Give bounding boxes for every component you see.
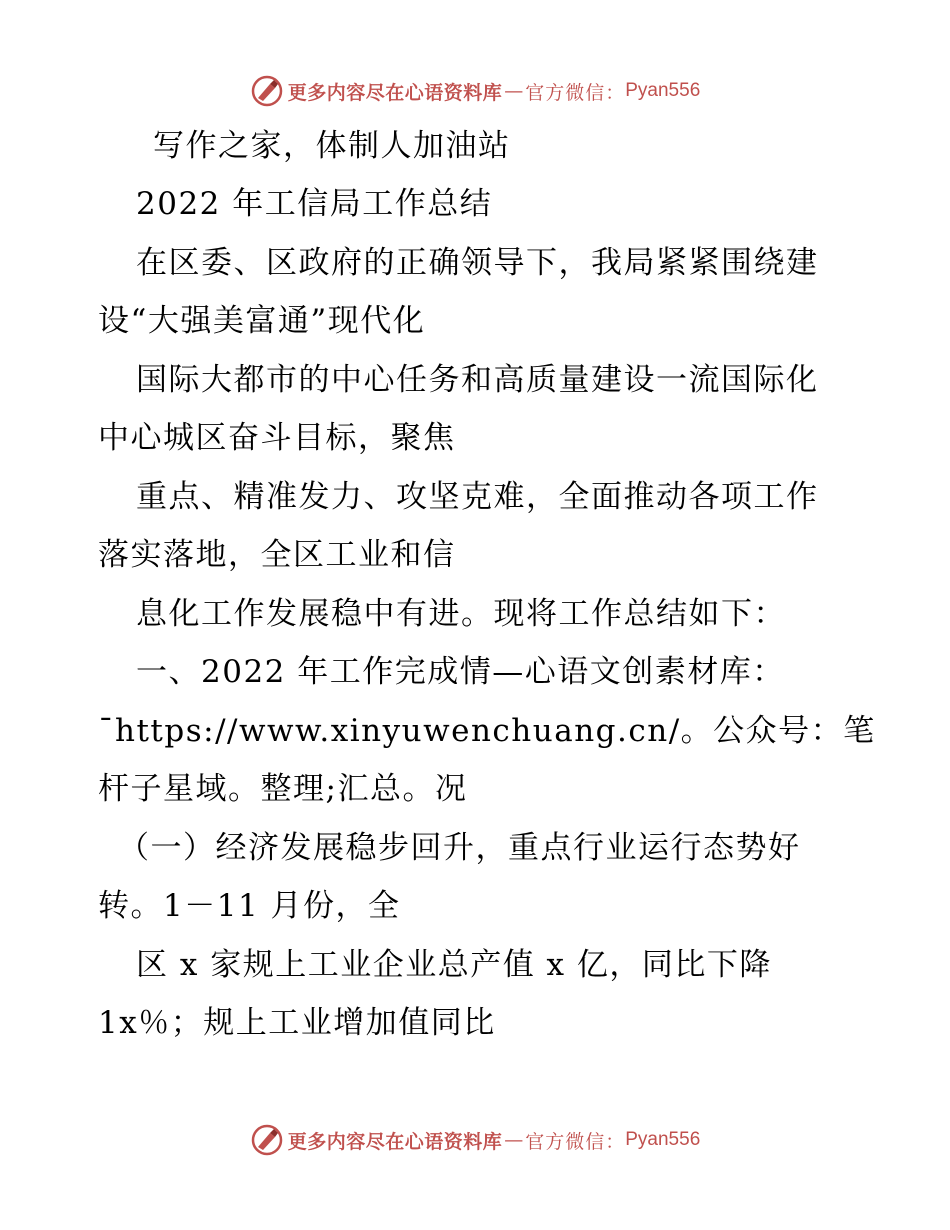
banner-site-text: 更多内容尽在心语资料库 (287, 81, 503, 104)
banner-wechat-id: Pyan556 (625, 1129, 701, 1150)
banner-site-text: 更多内容尽在心语资料库 (287, 1130, 503, 1153)
footer-banner (0, 1120, 950, 1160)
banner-dash: — (504, 1129, 524, 1151)
doc-line: 中心城区奋斗目标，聚焦 (98, 420, 456, 456)
header-banner (0, 71, 950, 111)
banner-wechat-id: Pyan556 (625, 80, 701, 101)
doc-heading: 一、2022 年工作完成情—心语文创素材库： (136, 654, 785, 690)
doc-line: 息化工作发展稳中有进。现将工作总结如下： (136, 596, 786, 632)
doc-line: 区 x 家规上工业企业总产值 x 亿，同比下降 (136, 947, 772, 983)
doc-line: 写作之家，体制人加油站 (153, 128, 511, 164)
pen-logo-icon (250, 74, 284, 108)
doc-line: 杆子星域。整理;汇总。况 (98, 771, 468, 807)
doc-line: 1x％；规上工业增加值同比 (98, 1005, 496, 1041)
doc-line: 落实落地，全区工业和信 (98, 537, 456, 573)
doc-title: 2022 年工信局工作总结 (136, 186, 493, 222)
doc-line: 设“大强美富通”现代化 (98, 303, 426, 339)
doc-line: 国际大都市的中心任务和高质量建设一流国际化 (136, 362, 819, 398)
banner-wechat-label: 官方微信： (525, 81, 626, 104)
doc-line: ¯https://www.xinyuwenchuang.cn/。公众号：笔 (98, 713, 876, 749)
doc-line: 转。1－11 月份，全 (98, 888, 401, 924)
banner-dash: — (504, 80, 524, 102)
pen-logo-icon (250, 1123, 284, 1157)
doc-line: 重点、精准发力、攻坚克难，全面推动各项工作 (136, 479, 819, 515)
doc-line: 在区委、区政府的正确领导下，我局紧紧围绕建 (136, 245, 819, 281)
doc-subheading: （一）经济发展稳步回升，重点行业运行态势好 (118, 830, 801, 866)
banner-wechat-label: 官方微信： (525, 1130, 626, 1153)
